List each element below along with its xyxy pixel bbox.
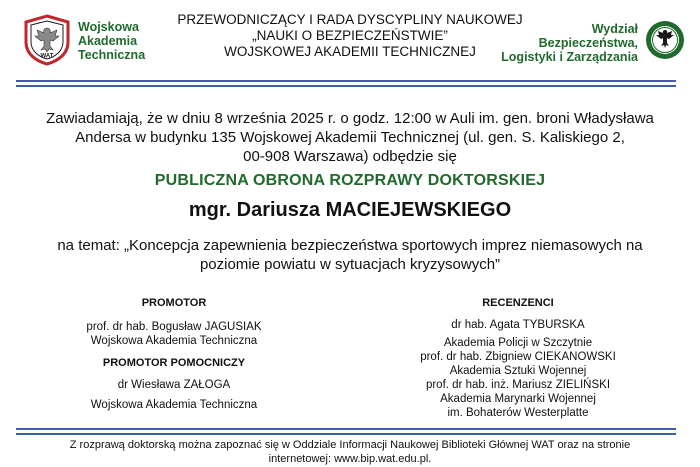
announcement-line: Andersa w budynku 135 Wojskowej Akademii Technicznej (ul. gen. S. Kaliskiego 2, [75, 129, 625, 146]
faculty-name-line: Bezpieczeństwa, [538, 36, 638, 50]
footer-divider [16, 428, 676, 435]
reviewers-section [368, 296, 668, 420]
header-title-line: PRZEWODNICZĄCY I RADA DYSCYPLINY NAUKOWEJ [177, 12, 523, 27]
announcement-line: Zawiadamiają, że w dniu 8 września 2025 r. o godz. 12:00 w Auli im. gen. broni Władysława [46, 110, 654, 127]
university-name-line: Techniczna [78, 48, 146, 62]
promotor-heading: PROMOTOR [141, 297, 207, 309]
announcement-text [20, 109, 680, 166]
promotor-section [24, 296, 324, 412]
aux-promotor-name: dr Wiesława ZAŁOGA [117, 379, 231, 391]
footer-note [20, 438, 680, 466]
reviewer-affiliation: Akademia Sztuki Wojennej [449, 365, 587, 377]
candidate-name: mgr. Dariusza MACIEJEWSKIEGO [188, 199, 512, 221]
aux-promotor-heading: PROMOTOR POMOCNICZY [102, 357, 246, 369]
university-name-line: Wojskowa [78, 20, 139, 34]
topic-line: na temat: „Koncepcja zapewnienia bezpieczeństwa sportowych imprez niemasowych na [57, 237, 643, 254]
faculty-logo [645, 20, 685, 60]
university-name [78, 20, 145, 62]
topic-line: poziomie powiatu w sytuacjach kryzysowych” [199, 256, 501, 273]
header-title-line: „NAUKI O BEZPIECZEŃSTWIE” [252, 28, 448, 43]
faculty-name [488, 22, 638, 64]
header-divider [16, 80, 676, 87]
logo-lettering: WAT [40, 53, 54, 60]
reviewer-name: prof. dr hab. inż. Mariusz ZIELIŃSKI [425, 379, 611, 391]
dissertation-topic [20, 236, 680, 274]
university-name-line: Akademia [78, 34, 138, 48]
promotor-affiliation: Wojskowa Akademia Techniczna [90, 335, 258, 347]
reviewer-affiliation: Akademia Marynarki Wojennej [440, 393, 596, 405]
aux-promotor-affiliation: Wojskowa Akademia Techniczna [90, 399, 258, 411]
reviewer-affiliation: Akademia Policji w Szczytnie [443, 337, 593, 349]
footer-line: Z rozprawą doktorską można zapoznać się w Oddziale Informacji Naukowej Biblioteki Głównej WAT oraz na stronie [69, 439, 631, 451]
promotor-name: prof. dr hab. Bogusław JAGUSIAK [86, 321, 262, 333]
university-logo [22, 14, 72, 66]
faculty-name-line: Logistyki i Zarządzania [501, 50, 638, 64]
faculty-name-line: Wydział [591, 22, 638, 36]
defense-title: PUBLICZNA OBRONA ROZPRAWY DOKTORSKIEJ [154, 172, 546, 189]
header-title-line: WOJSKOWEJ AKADEMII TECHNICZNEJ [224, 44, 476, 59]
announcement-line: 00-908 Warszawa) odbędzie się [243, 148, 457, 165]
footer-line: internetowej: www.bip.wat.edu.pl. [268, 453, 432, 465]
reviewers-heading: RECENZENCI [482, 297, 554, 309]
reviewer-affiliation: im. Bohaterów Westerplatte [447, 407, 589, 419]
reviewer-name: prof. dr hab. Zbigniew CIEKANOWSKI [420, 351, 616, 363]
reviewer-name: dr hab. Agata TYBURSKA [451, 319, 585, 331]
